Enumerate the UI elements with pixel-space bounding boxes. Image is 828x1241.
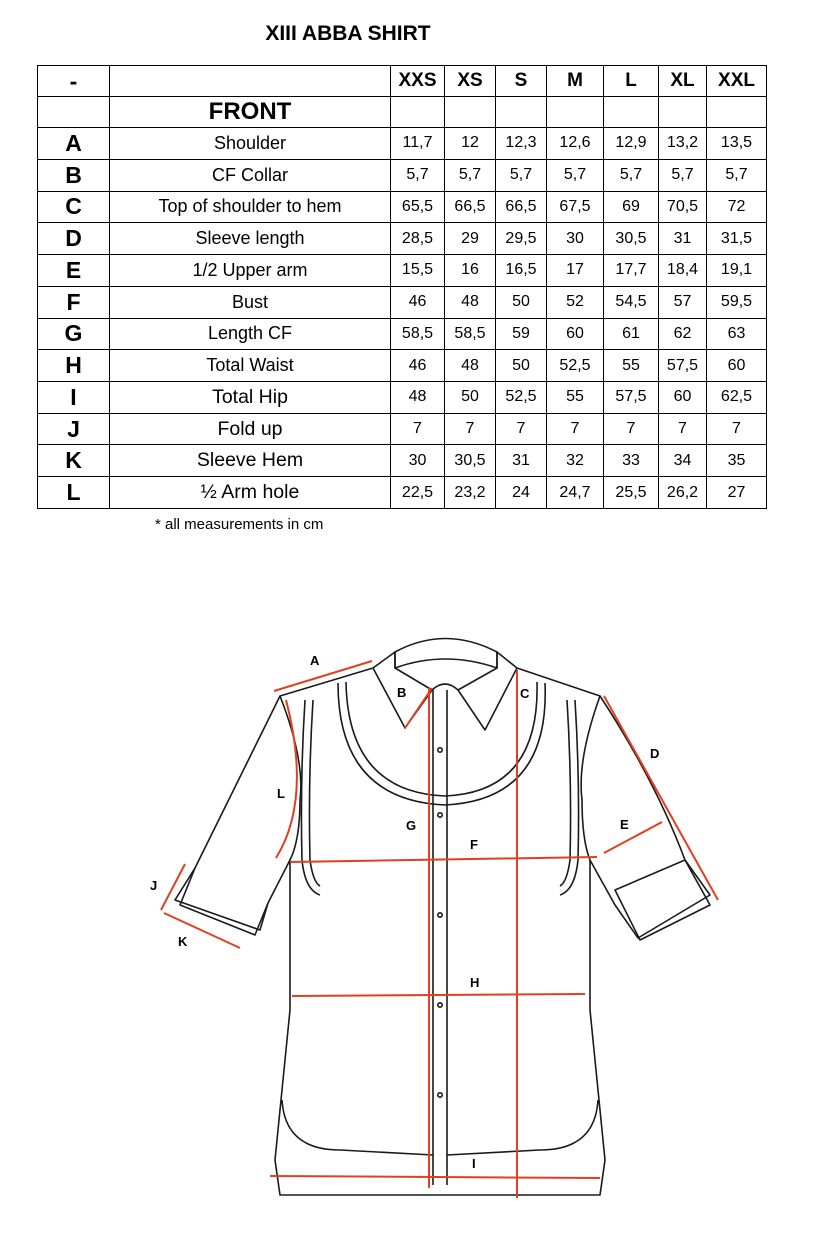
section-blank-cell [445,97,496,128]
size-header: L [604,66,659,97]
size-header: S [496,66,547,97]
measure-f [290,857,597,862]
measurement-value: 24 [496,477,547,509]
measurement-value: 50 [496,286,547,318]
measurement-value: 61 [604,318,659,350]
label-g: G [406,818,417,833]
shirt-diagram [120,630,720,1220]
button [438,913,442,917]
measurement-value: 13,5 [707,128,767,160]
measurement-value: 66,5 [445,191,496,223]
right-collar [458,652,517,730]
measurement-value: 27 [707,477,767,509]
section-blank-cell [38,97,110,128]
measurement-value: 52 [547,286,604,318]
measurement-value: 18,4 [659,255,707,287]
row-label: Sleeve length [110,223,391,255]
measurement-value: 12,6 [547,128,604,160]
measurement-value: 5,7 [659,159,707,191]
label-e: E [620,817,629,832]
measurement-row [38,223,767,255]
measurement-value: 57,5 [659,350,707,382]
measurement-value: 31,5 [707,223,767,255]
row-code: K [38,445,110,477]
section-row [38,97,767,128]
row-code: L [38,477,110,509]
measurement-value: 15,5 [391,255,445,287]
measurement-value: 52,5 [547,350,604,382]
left-armhole-seam-inner [309,700,320,886]
measurement-value: 7 [659,413,707,445]
row-label: Fold up [110,413,391,445]
measurement-value: 48 [445,350,496,382]
measurement-value: 60 [547,318,604,350]
measurement-value: 5,7 [547,159,604,191]
measurement-value: 46 [391,350,445,382]
measurement-value: 7 [496,413,547,445]
measurement-value: 55 [604,350,659,382]
label-j: J [150,878,158,893]
measurement-value: 62 [659,318,707,350]
measurement-value: 30 [547,223,604,255]
row-label: Total Hip [110,381,391,413]
measurement-note: * all measurements in cm [155,516,324,533]
row-label: Bust [110,286,391,318]
label-f: F [470,837,478,852]
section-title: FRONT [110,97,391,128]
row-code: C [38,191,110,223]
row-code: F [38,286,110,318]
measurement-value: 63 [707,318,767,350]
measurement-value: 72 [707,191,767,223]
measure-a [274,661,372,691]
row-code: D [38,223,110,255]
row-label: Total Waist [110,350,391,382]
label-c: C [520,686,530,701]
measurement-value: 32 [547,445,604,477]
measurement-value: 60 [707,350,767,382]
measurement-value: 5,7 [391,159,445,191]
measurement-value: 22,5 [391,477,445,509]
row-label: 1/2 Upper arm [110,255,391,287]
measurement-value: 16 [445,255,496,287]
measurement-value: 69 [604,191,659,223]
row-code: E [38,255,110,287]
measurement-value: 70,5 [659,191,707,223]
measurement-value: 46 [391,286,445,318]
measurement-value: 5,7 [604,159,659,191]
label-b: B [397,685,407,700]
measurement-value: 52,5 [496,381,547,413]
measurement-row [38,350,767,382]
collar-band [395,639,497,669]
right-cuff [615,860,710,940]
measurement-row [38,191,767,223]
measurement-value: 7 [547,413,604,445]
row-code: J [38,413,110,445]
section-blank-cell [496,97,547,128]
measurement-value: 7 [707,413,767,445]
size-header: M [547,66,604,97]
measurement-value: 28,5 [391,223,445,255]
yoke [338,683,545,805]
chart-title: XIII ABBA SHIRT [265,22,431,45]
section-blank-cell [547,97,604,128]
row-code: B [38,159,110,191]
right-sleeve [590,696,710,938]
label-k: K [178,934,188,949]
row-code: A [38,128,110,160]
size-header: XXS [391,66,445,97]
measurement-value: 5,7 [707,159,767,191]
corner-cell: - [38,66,110,97]
hem-right [447,1100,598,1155]
measure-l [276,700,297,858]
measurement-value: 50 [445,381,496,413]
label-d: D [650,746,660,761]
measurement-value: 35 [707,445,767,477]
measurement-value: 26,2 [659,477,707,509]
label-a: A [310,653,320,668]
measurement-value: 65,5 [391,191,445,223]
row-code: G [38,318,110,350]
header-blank-cell [110,66,391,97]
measurement-value: 17,7 [604,255,659,287]
measurement-row [38,413,767,445]
measurement-value: 31 [496,445,547,477]
measurement-value: 29,5 [496,223,547,255]
measurement-value: 59 [496,318,547,350]
label-h: H [470,975,480,990]
measurement-row [38,318,767,350]
measurement-value: 50 [496,350,547,382]
measure-e [604,822,662,853]
measurement-value: 59,5 [707,286,767,318]
measurement-value: 55 [547,381,604,413]
row-label: ½ Arm hole [110,477,391,509]
row-label: CF Collar [110,159,391,191]
size-chart-table [37,65,767,509]
measurement-value: 16,5 [496,255,547,287]
measurement-value: 60 [659,381,707,413]
measurement-value: 58,5 [445,318,496,350]
measurement-row [38,381,767,413]
section-blank-cell [604,97,659,128]
hem-left [282,1100,433,1155]
collar-stand [432,684,458,690]
measurement-row [38,445,767,477]
size-header: XS [445,66,496,97]
row-label: Top of shoulder to hem [110,191,391,223]
measurement-value: 30,5 [604,223,659,255]
left-cuff [180,868,268,935]
size-chart-body [38,66,767,509]
measurement-value: 29 [445,223,496,255]
measure-h [292,994,585,996]
measurement-value: 57,5 [604,381,659,413]
button [438,1003,442,1007]
measurement-value: 58,5 [391,318,445,350]
row-label: Length CF [110,318,391,350]
row-code: I [38,381,110,413]
measurement-value: 12,3 [496,128,547,160]
measurement-value: 30,5 [445,445,496,477]
measurement-value: 66,5 [496,191,547,223]
section-blank-cell [707,97,767,128]
measurement-value: 62,5 [707,381,767,413]
shirt-outline [175,639,710,1196]
measurement-value: 7 [604,413,659,445]
measurement-row [38,128,767,160]
measure-d [604,696,718,900]
measurement-value: 24,7 [547,477,604,509]
measurement-labels [150,653,659,1171]
measurement-value: 12,9 [604,128,659,160]
row-code: H [38,350,110,382]
measurement-value: 31 [659,223,707,255]
left-sleeve [175,696,290,930]
section-blank-cell [659,97,707,128]
measurement-value: 25,5 [604,477,659,509]
measurement-value: 7 [391,413,445,445]
measurement-value: 54,5 [604,286,659,318]
button [438,1093,442,1097]
measurement-value: 17 [547,255,604,287]
measurement-value: 57 [659,286,707,318]
measurement-value: 19,1 [707,255,767,287]
measurement-value: 5,7 [445,159,496,191]
measurement-value: 67,5 [547,191,604,223]
button [438,748,442,752]
measurement-row [38,159,767,191]
measurement-value: 34 [659,445,707,477]
section-blank-cell [391,97,445,128]
label-l: L [277,786,285,801]
label-i: I [472,1156,476,1171]
measurement-row [38,286,767,318]
measurement-value: 30 [391,445,445,477]
row-label: Shoulder [110,128,391,160]
measurement-row [38,255,767,287]
measurement-value: 7 [445,413,496,445]
measurement-value: 48 [391,381,445,413]
size-header: XL [659,66,707,97]
measurement-row [38,477,767,509]
measurement-value: 33 [604,445,659,477]
measure-b [405,688,432,728]
measure-i [270,1176,600,1178]
measurement-value: 12 [445,128,496,160]
row-label: Sleeve Hem [110,445,391,477]
measurement-value: 5,7 [496,159,547,191]
measurement-value: 13,2 [659,128,707,160]
size-header: XXL [707,66,767,97]
measurement-value: 11,7 [391,128,445,160]
measurement-value: 48 [445,286,496,318]
size-header-row [38,66,767,97]
button [438,813,442,817]
yoke-inner [346,682,537,796]
measurement-value: 23,2 [445,477,496,509]
